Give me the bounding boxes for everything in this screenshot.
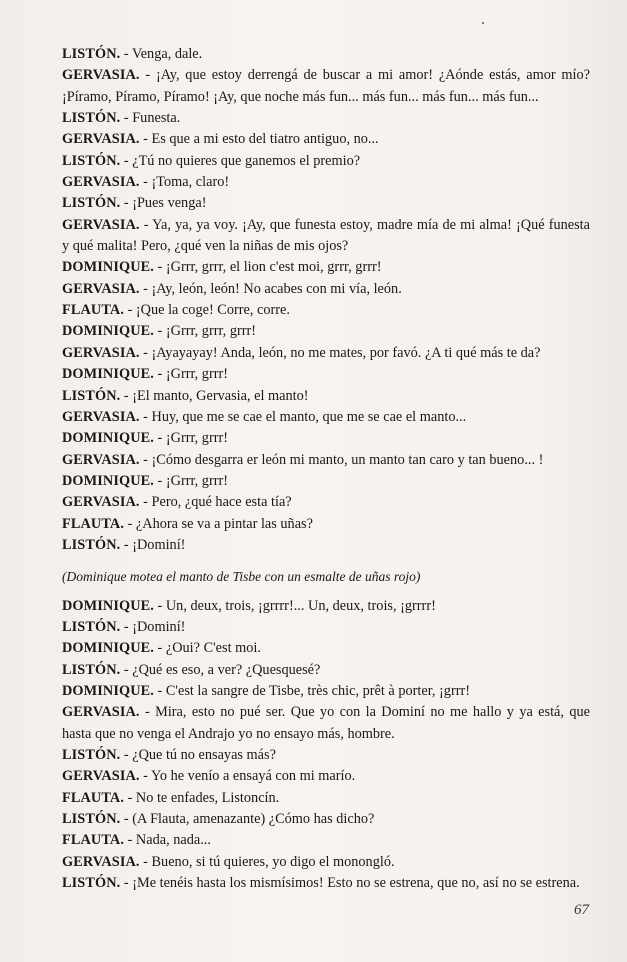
speaker-name: LISTÓN. — [62, 152, 121, 169]
line-text: - ¿Ahora se va a pintar las uñas? — [124, 515, 313, 532]
dialogue-line — [62, 450, 590, 471]
speaker-name: LISTÓN. — [62, 811, 121, 828]
line-text: - C'est la sangre de Tisbe, très chic, prêt à porter, ¡grrr! — [153, 682, 470, 699]
speaker-name: GERVASIA. — [62, 853, 140, 870]
line-text: - ¡Grrr, grrr! — [153, 366, 228, 383]
speaker-name: LISTÓN. — [62, 110, 121, 127]
line-text: - Pero, ¿qué hace esta tía? — [139, 494, 292, 511]
speaker-name: DOMINIQUE. — [62, 323, 154, 340]
line-text: - Ya, ya, ya voy. ¡Ay, que funesta estoy, madre mía de mi alma! ¡Qué funesta y qué malita! Pero, ¿qué ven la niñas de mis ojos? — [62, 216, 590, 255]
dialogue-line — [62, 108, 590, 129]
dialogue-line — [62, 129, 590, 150]
dialogue-line — [62, 660, 590, 681]
dialogue-line — [62, 321, 590, 342]
dialogue-line — [62, 873, 590, 894]
dialogue-line — [62, 514, 590, 535]
speaker-name: FLAUTA. — [62, 515, 124, 532]
dialogue-line — [62, 386, 590, 407]
speaker-name: FLAUTA. — [62, 832, 124, 849]
speaker-name: GERVASIA. — [62, 280, 140, 297]
line-text: - Funesta. — [120, 110, 181, 127]
line-text: - ¡Grrr, grrr! — [153, 472, 228, 489]
speaker-name: DOMINIQUE. — [62, 682, 154, 699]
line-text: - ¡Ay, que estoy derrengá de buscar a mi amor! ¿Aónde estás, amor mío? ¡Píramo, Píramo, Píramo! ¡Ay, que noche más fun... más fun... más fun... más fun... — [62, 67, 590, 105]
speaker-name: GERVASIA. — [62, 451, 140, 468]
speaker-name: GERVASIA. — [62, 494, 140, 511]
line-text: - ¿Qué es eso, a ver? ¿Quesquesé? — [120, 661, 321, 678]
dialogue-line — [62, 407, 590, 428]
speaker-name: GERVASIA. — [62, 704, 140, 721]
line-text: - ¡Ay, león, león! No acabes con mi vía, león. — [139, 280, 402, 297]
speaker-name: LISTÓN. — [62, 195, 121, 212]
speaker-name: DOMINIQUE. — [62, 472, 154, 489]
line-text: - Nada, nada... — [124, 832, 211, 849]
speaker-name: LISTÓN. — [62, 46, 121, 62]
dialogue-line — [62, 535, 590, 556]
line-text: - Venga, dale. — [120, 46, 203, 62]
speaker-name: FLAUTA. — [62, 789, 124, 806]
line-text: - ¡Ayayayay! Anda, león, no me mates, por favó. ¿A ti qué más te da? — [139, 344, 541, 361]
line-text: - ¡Me tenéis hasta los mismísimos! Esto no se estrena, que no, así no se estrena. — [120, 875, 580, 892]
speaker-name: DOMINIQUE. — [62, 597, 154, 614]
dialogue-line — [62, 172, 590, 193]
speaker-name: LISTÓN. — [62, 747, 121, 763]
dialogue-line — [62, 830, 590, 851]
line-text: - ¡Dominí! — [120, 536, 186, 553]
dialogue-line — [62, 44, 590, 65]
speaker-name: GERVASIA. — [62, 67, 140, 84]
print-speck — [482, 22, 484, 24]
page-number: 67 — [574, 902, 589, 918]
line-text: - ¡Cómo desgarra er león mi manto, un manto tan caro y tan bueno... ! — [139, 451, 544, 468]
speaker-name: GERVASIA. — [62, 216, 140, 233]
line-text: - (A Flauta, amenazante) ¿Cómo has dicho? — [120, 811, 375, 828]
stage-direction: (Dominique motea el manto de Tisbe con un esmalte de uñas rojo) — [62, 569, 421, 585]
speaker-name: LISTÓN. — [62, 875, 121, 892]
speaker-name: LISTÓN. — [62, 536, 121, 553]
dialogue-line — [62, 492, 590, 513]
speaker-name: LISTÓN. — [62, 618, 121, 635]
dialogue-line — [62, 617, 590, 638]
line-text: - ¡Dominí! — [120, 618, 186, 635]
dialogue-line — [62, 343, 590, 364]
speaker-name: FLAUTA. — [62, 302, 124, 319]
dialogue-line — [62, 638, 590, 659]
dialogue-line — [62, 300, 590, 321]
line-text: - Es que a mi esto del tiatro antiguo, no... — [139, 131, 379, 148]
dialogue-line — [62, 745, 590, 766]
dialogue-line — [62, 596, 590, 617]
speaker-name: GERVASIA. — [62, 174, 140, 191]
line-text: - ¿Tú no quieres que ganemos el premio? — [120, 152, 361, 169]
dialogue-line — [62, 193, 590, 214]
dialogue-line — [62, 279, 590, 300]
line-text: - Huy, que me se cae el manto, que me se cae el manto... — [139, 408, 467, 425]
dialogue-text — [62, 44, 590, 894]
dialogue-line — [62, 809, 590, 830]
speaker-name: DOMINIQUE. — [62, 259, 154, 276]
line-text: - Bueno, si tú quieres, yo digo el monongló. — [139, 853, 395, 870]
dialogue-line — [62, 471, 590, 492]
dialogue-line — [62, 852, 590, 873]
dialogue-line — [62, 702, 590, 745]
line-text: - ¡El manto, Gervasia, el manto! — [120, 387, 309, 404]
dialogue-line — [62, 681, 590, 702]
speaker-name: DOMINIQUE. — [62, 366, 154, 383]
line-text: - ¡Grrr, grrr! — [153, 430, 228, 447]
speaker-name: DOMINIQUE. — [62, 430, 154, 447]
dialogue-line — [62, 428, 590, 449]
line-text: - Yo he venío a ensayá con mi marío. — [139, 768, 356, 785]
line-text: - ¡Pues venga! — [120, 195, 207, 212]
line-text: - ¡Toma, claro! — [139, 174, 230, 191]
speaker-name: DOMINIQUE. — [62, 640, 154, 657]
speaker-name: GERVASIA. — [62, 408, 140, 425]
speaker-name: LISTÓN. — [62, 387, 121, 404]
line-text: - ¡Que la coge! Corre, corre. — [124, 302, 290, 319]
line-text: - No te enfades, Listoncín. — [124, 789, 280, 806]
speaker-name: LISTÓN. — [62, 661, 121, 678]
line-text: - ¿Oui? C'est moi. — [153, 640, 261, 657]
dialogue-line — [62, 364, 590, 385]
line-text: - Mira, esto no pué ser. Que yo con la Dominí no me hallo y ya está, que hasta que no venga el Andrajo yo no ensayo más, hombre. — [62, 704, 590, 742]
dialogue-line — [62, 151, 590, 172]
speaker-name: GERVASIA. — [62, 768, 140, 785]
dialogue-line — [62, 788, 590, 809]
line-text: - ¡Grrr, grrr, el lion c'est moi, grrr, grrr! — [153, 259, 382, 276]
dialogue-line — [62, 65, 590, 108]
line-text: - Un, deux, trois, ¡grrrr!... Un, deux, trois, ¡grrrr! — [153, 597, 436, 614]
speaker-name: GERVASIA. — [62, 344, 140, 361]
line-text: - ¡Grrr, grrr, grrr! — [153, 323, 257, 340]
dialogue-line — [62, 257, 590, 278]
dialogue-line — [62, 215, 590, 258]
dialogue-line — [62, 766, 590, 787]
line-text: - ¿Que tú no ensayas más? — [120, 747, 276, 763]
speaker-name: GERVASIA. — [62, 131, 140, 148]
